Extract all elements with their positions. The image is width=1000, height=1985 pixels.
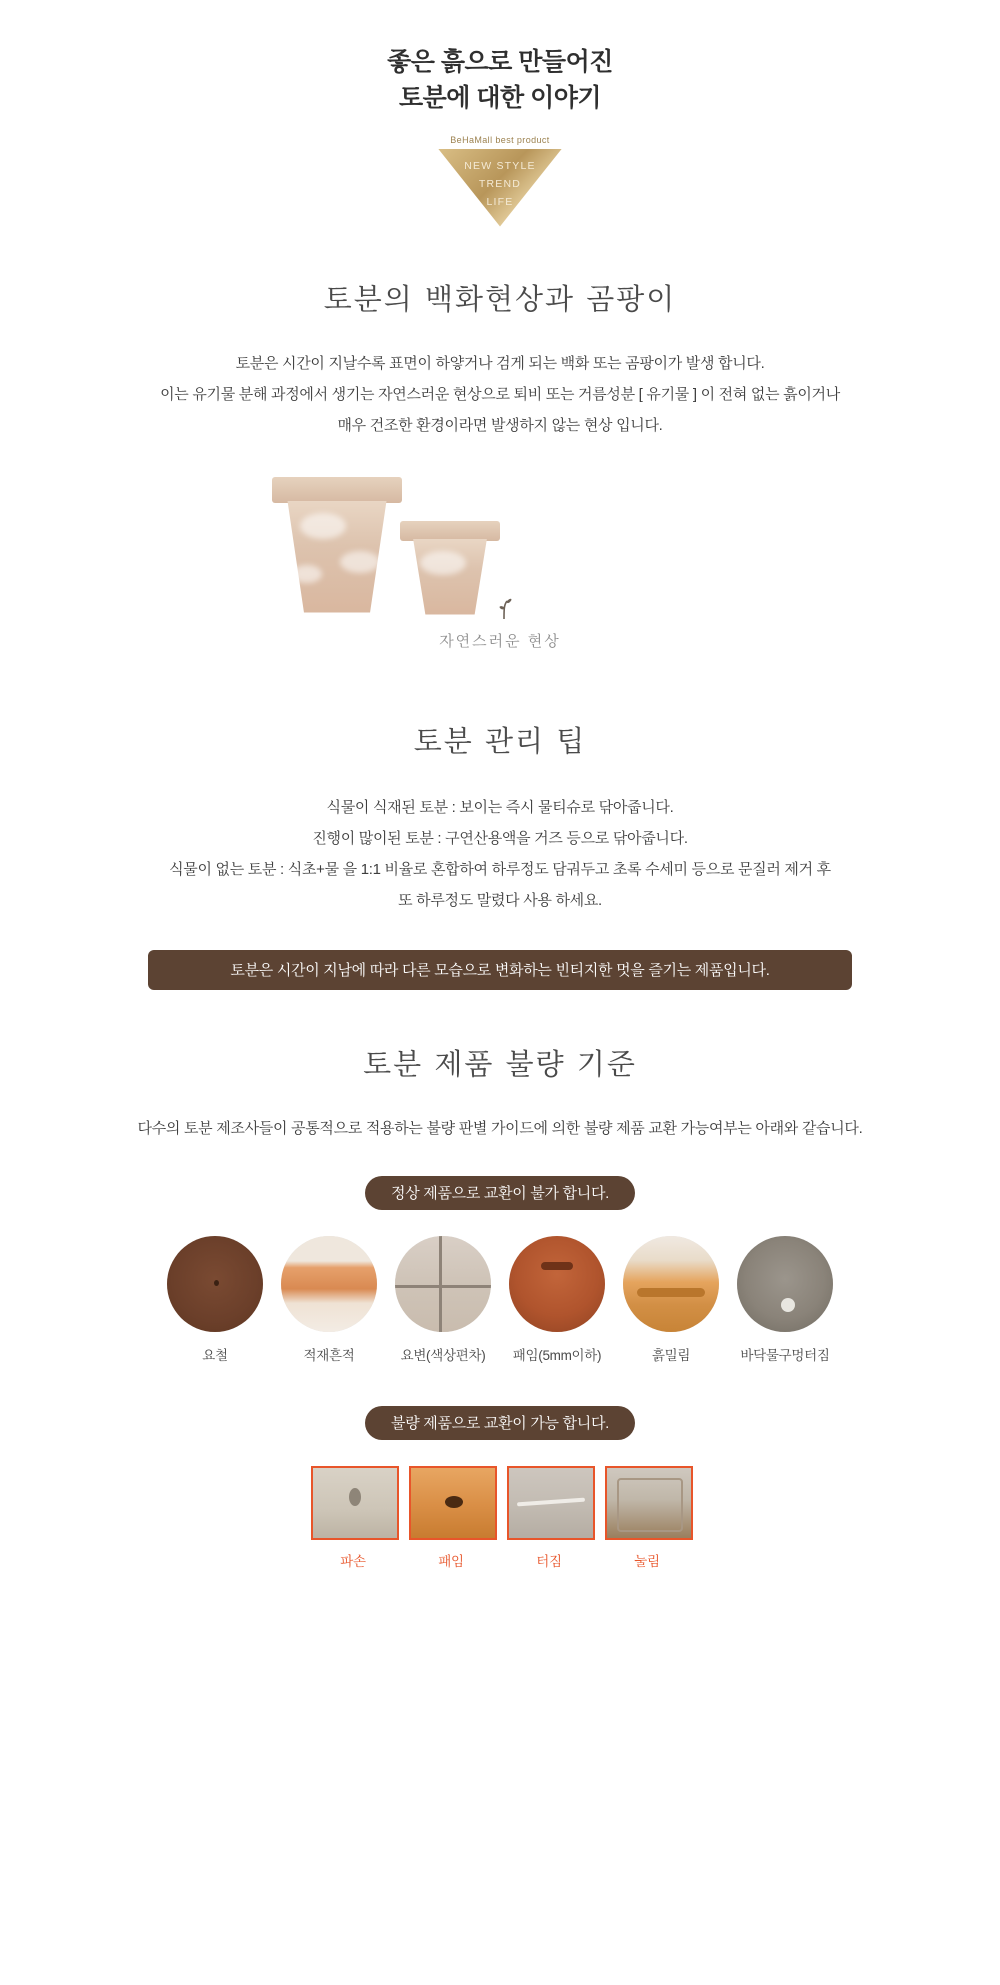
- section3-line-1: 다수의 토분 제조사들이 공통적으로 적용하는 불량 판별 가이드에 의한 불량 제품 교환 가능여부는 아래와 같습니다.: [137, 1119, 863, 1137]
- normal-item-label: 요철: [202, 1347, 228, 1363]
- normal-item-label: 패임(5mm이하): [512, 1347, 602, 1363]
- badge-line-3: LIFE: [486, 195, 514, 208]
- section2-line-2: 진행이 많이된 토분 : 구연산용액을 거즈 등으로 닦아줍니다.: [312, 829, 688, 847]
- defect-item-thumb: [311, 1466, 399, 1540]
- highlight-banner: 토분은 시간이 지남에 따라 다른 모습으로 변화하는 빈티지한 멋을 즐기는 제품입니다.: [148, 950, 852, 990]
- mold-patch: [292, 565, 322, 583]
- defect-item-label: 패임: [438, 1553, 464, 1569]
- pot-small-rim: [400, 521, 500, 541]
- defect-item-thumb: [507, 1466, 595, 1540]
- section1-line-2: 이는 유기물 분해 과정에서 생기는 자연스러운 현상으로 퇴비 또는 거름성분 [ 유기물 ] 이 전혀 없는 흙이거나: [160, 385, 840, 403]
- normal-item-label: 적재흔적: [303, 1347, 355, 1363]
- normal-item-thumb: [737, 1236, 833, 1332]
- defect-pill-wrap: [0, 1406, 1000, 1440]
- sprout-icon: [493, 593, 515, 619]
- normal-item-label: 요변(색상편차): [400, 1347, 486, 1363]
- efflorescence-photo: [0, 465, 1000, 665]
- normal-item-thumb: [395, 1236, 491, 1332]
- mold-patch: [300, 513, 346, 539]
- normal-item: [623, 1236, 719, 1364]
- defect-item: [507, 1466, 591, 1570]
- defect-item-label: 파손: [340, 1553, 366, 1569]
- section3-paragraph: [50, 1113, 950, 1144]
- defect-item-label: 터짐: [536, 1553, 562, 1569]
- defect-item: [311, 1466, 395, 1570]
- defect-item: [409, 1466, 493, 1570]
- badge-top-text: BeHaMall best product: [450, 134, 550, 145]
- section3-title: 토분 제품 불량 기준: [363, 1046, 637, 1081]
- mold-patch: [340, 551, 380, 573]
- section1-paragraph: [50, 348, 950, 441]
- normal-item-label: 흙밀림: [651, 1347, 691, 1363]
- section1-title: 토분의 백화현상과 곰팡이: [323, 281, 677, 316]
- section1-line-1: 토분은 시간이 지날수록 표면이 하얗거나 검게 되는 백화 또는 곰팡이가 발생 합니다.: [235, 354, 765, 372]
- section2-line-3: 식물이 없는 토분 : 식초+물 을 1:1 비율로 혼합하여 하루정도 담궈두고 초록 수세미 등으로 문질러 제거 후: [169, 860, 831, 878]
- defect-items-grid: [0, 1466, 1000, 1570]
- section2-paragraph: [50, 792, 950, 916]
- page-title-line2: 토분에 대한 이야기: [398, 84, 602, 113]
- brand-badge: [410, 135, 590, 233]
- section2-line-1: 식물이 식재된 토분 : 보이는 즉시 물티슈로 닦아줍니다.: [326, 798, 674, 816]
- normal-item: [281, 1236, 377, 1364]
- normal-item-label: 바닥물구멍터짐: [740, 1347, 830, 1363]
- section1-image-caption: 자연스러운 현상: [439, 632, 561, 650]
- mold-patch: [420, 551, 466, 575]
- page-header: [0, 0, 1000, 117]
- section2-line-4: 또 하루정도 말렸다 사용 하세요.: [398, 891, 602, 909]
- normal-item: [509, 1236, 605, 1364]
- normal-item-thumb: [623, 1236, 719, 1332]
- page-title-line1: 좋은 흙으로 만들어진: [387, 48, 613, 76]
- normal-items-pill: 정상 제품으로 교환이 불가 합니다.: [365, 1176, 635, 1210]
- defect-item-label: 눌림: [634, 1553, 660, 1569]
- normal-item: [395, 1236, 491, 1364]
- defect-items-pill: 불량 제품으로 교환이 가능 합니다.: [365, 1406, 635, 1440]
- defect-item: [605, 1466, 689, 1570]
- section2-title: 토분 관리 팁: [413, 723, 587, 758]
- pot-small-body: [406, 539, 494, 615]
- normal-pill-wrap: [0, 1176, 1000, 1210]
- pot-large-rim: [272, 477, 402, 503]
- badge-lines: [438, 157, 562, 211]
- normal-item-thumb: [281, 1236, 377, 1332]
- normal-item-thumb: [167, 1236, 263, 1332]
- normal-item: [737, 1236, 833, 1364]
- defect-item-thumb: [409, 1466, 497, 1540]
- normal-item: [167, 1236, 263, 1364]
- page-title: [0, 44, 1000, 117]
- defect-item-thumb: [605, 1466, 693, 1540]
- normal-item-thumb: [509, 1236, 605, 1332]
- badge-line-1: NEW STYLE: [464, 159, 536, 172]
- badge-line-2: TREND: [478, 177, 522, 190]
- section1-line-3: 매우 건조한 환경이라면 발생하지 않는 현상 입니다.: [337, 416, 663, 434]
- normal-items-grid: [0, 1236, 1000, 1364]
